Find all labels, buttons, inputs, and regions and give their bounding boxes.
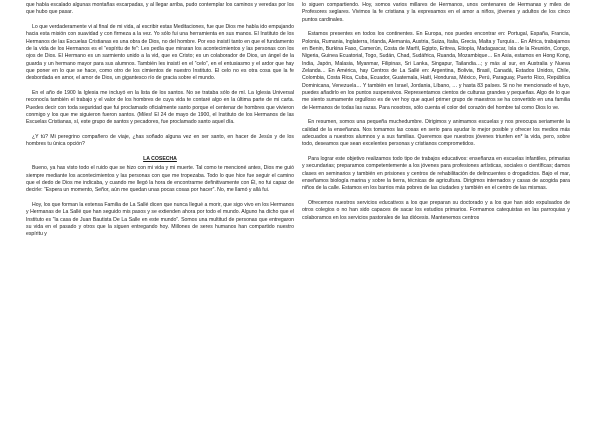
paragraph: Bueno, ya has visto todo el ruido que se hizo con mi vida y mi muerte. Tal como te mencioné antes, Dios me guió siempre mediante los acontecimientos y las personas con que me tropezaba. Todo lo que hice fue seguir el camino que el dedo de Dios me indicaba, y cuando me llegó la hora de encontrarme definitivamente con Él, no fui capaz de decirle: “Espera un momento, Señor, aún me quedan unas pocas cosas por hacer”. No, me llamó y allá fui. bbox=[26, 165, 294, 194]
paragraph: lo siguen compartiendo. Hoy, somos varios millares de Hermanos, unos centenares de Hermanas y miles de Profesores seglares. Vivimos la fe cristiana y la expresamos en el amor a niños, jóvenes y adultos de los cinco puntos cardinales. bbox=[302, 2, 570, 23]
left-column bbox=[26, 2, 294, 246]
paragraph: En el año de 1900 la Iglesia me incluyó en la lista de los santos. No se trataba sólo de mí. La Iglesia Universal reconocía también el trabajo y el valor de los hombres de cuya vida te contaré algo en la última parte de mi carta. Puedes decir con toda seguridad que fui proclamado oficialmente santo porque el centenar de hombres que vivieron conmigo y los que me siguieron fueron santos. (Miles! El 24 de mayo de 1900, el Instituto de los Hermanos de las Escuelas Cristianas, sí, este grupo de santos y pecadores, fue proclamado santo aquel día. bbox=[26, 90, 294, 126]
paragraph: Hoy, los que forman la extensa Familia de La Sallé dicen que nunca llegué a morir, que sigo vivo en los Hermanos y Hermanas de La Sallé que han seguido mis pasos y se extienden ahora por todo el mundo. Alguno ha dicho que el Instituto es “la casa de Juan Bautista De La Salle en este mundo”. Somos una multitud de personas que entregaron su vida en el pasado y otros que la siguen entregando hoy. Millones de seres humanos han compartido nuestro espíritu y bbox=[26, 202, 294, 238]
paragraph: ¿Y tú? Mi peregrino compañero de viaje, ¿has soñado alguna vez en ser santo, en hacer de Jesús y de los hombres tu única opción? bbox=[26, 134, 294, 148]
paragraph: En resumen, somos una pequeña muchedumbre. Dirigimos y animamos escuelas y nos preocupa seriamente la calidad de la enseñanza. Nos tomamos las cosas en serio para ayudar lo mejor posible y ofrecer los medios más adecuados a nuestros alumnos y a sus familias. Queremos que nuestros jóvenes triunfen en* la vida, pero, sobre todo, deseamos que sean excelentes personas y cristianos comprometidos. bbox=[302, 119, 570, 148]
paragraph: que había escalado algunas montañas escarpadas, y al llegar arriba, pudo contemplar los caminos y veredas por los que hubo que pasar. bbox=[26, 2, 294, 16]
right-column bbox=[302, 2, 570, 229]
paragraph: Para lograr este objetivo realizamos todo tipo de trabajos educativos: enseñanza en escuelas infantiles, primarias y secundarias; preparamos competentemente a los jóvenes para profesiones artísticas, sociales o científicas; damos clases en seminarios y también en prisiones y centros de rehabilitación de delincuentes o drogadictos. Bajo el mar, enseñamos biología marina y sobre la tierra, técnicas de agricultura. Dirigimos internados y casas de acogida para niños de la calle. Estamos en los barrios más pobres de las ciudades y también en el centro de las mismas. bbox=[302, 156, 570, 192]
section-heading: LA COSECHA bbox=[143, 156, 177, 163]
paragraph: Lo que verdaderamente vi al final de mi vida, al escribir estas Meditaciones, fue que Dios me había ido empujando hacia esta misión con suavidad y con firmeza a la vez. Yo sólo fui una herramienta en sus manos. El Instituto de los Hermanos de las Escuelas Cristianas es una obra de Dios, no del hombre. Por eso insistí tanto en que el fundamento de la vida de los Hermanos es el “espíritu de fe”: Les pedía que miraran los acontecimientos y las personas con los ojos de Dios. El Hermano es un sarmiento unido a la vid, que es Cristo; es un colaborador de Dios, un ángel de la guarda y un hermano mayor para sus alumnos. También les insistí en el “celo”, en el entusiasmo y el ardor que hay que poner en lo que se hace, como otro de los cimientos de nuestro Instituto. El celo no es otra cosa que la fe desbordada en amor, el amor de Dios, un gigantesco río de gracia sobre el mundo. bbox=[26, 23, 294, 82]
paragraph: Estamos presentes en todos los continentes. En Europa, nos puedes encontrar en: Portugal, España, Francia, Polonia, Rumania, Inglaterra, Irlanda, Alemania, Austria, Suiza, Italia, Grecia, Malta y Turquía… En África, trabajamos en Benin, Burkina Faso, Camerún, Costa de Marfil, Egipto, Eritrea, Etiopía, Madagascar, Isla de la Reunión, Congo, Nigeria, Guinea Ecuatorial, Togo, Sudán, Chad, Sudáfrica, Ruanda, Mozambique… En Asia, estamos en Hong Kong, India, Japón, Malasia, Myanmar, Filipinas, Sri Lanka, Singapur, Tailandia…; y más al sur, en Australia y Nueva Zelanda… En América, hay Centros de La Sallé en: Argentina, Bolivia, Brasil, Canadá, Estados Unidos, Chile, Colombia, Costa Rica, Cuba, Ecuador, Guatemala, Haití, Honduras, México, Perú, Paraguay, Puerto Rico, República Dominicana, Venezuela… Y también en Israel, Jordania, Líbano, … y hasta 83 países. Si no he mencionado el tuyo, puedes añadirlo en los puntos suspensivos. Representamos cientos de culturas grandes y pequeñas. Algo de lo que me siento sumamente orgulloso es de ver hoy que aquel primer grupo de maestros se ha convertido en una familia de Hermanos de todas las razas. Para nosotros, sólo cuenta el color del corazón del hombre tal como Dios lo ve. bbox=[302, 31, 570, 111]
paragraph: Ofrecemos nuestros servicios educativos a los que preparan su doctorado y a los que han sido expulsados de otros colegios o no han sido capaces de sacar los estudios primarios. Formamos catequistas en las parroquias y colaboramos en los servicios pastorales de las diócesis. Mantenemos centros bbox=[302, 200, 570, 221]
